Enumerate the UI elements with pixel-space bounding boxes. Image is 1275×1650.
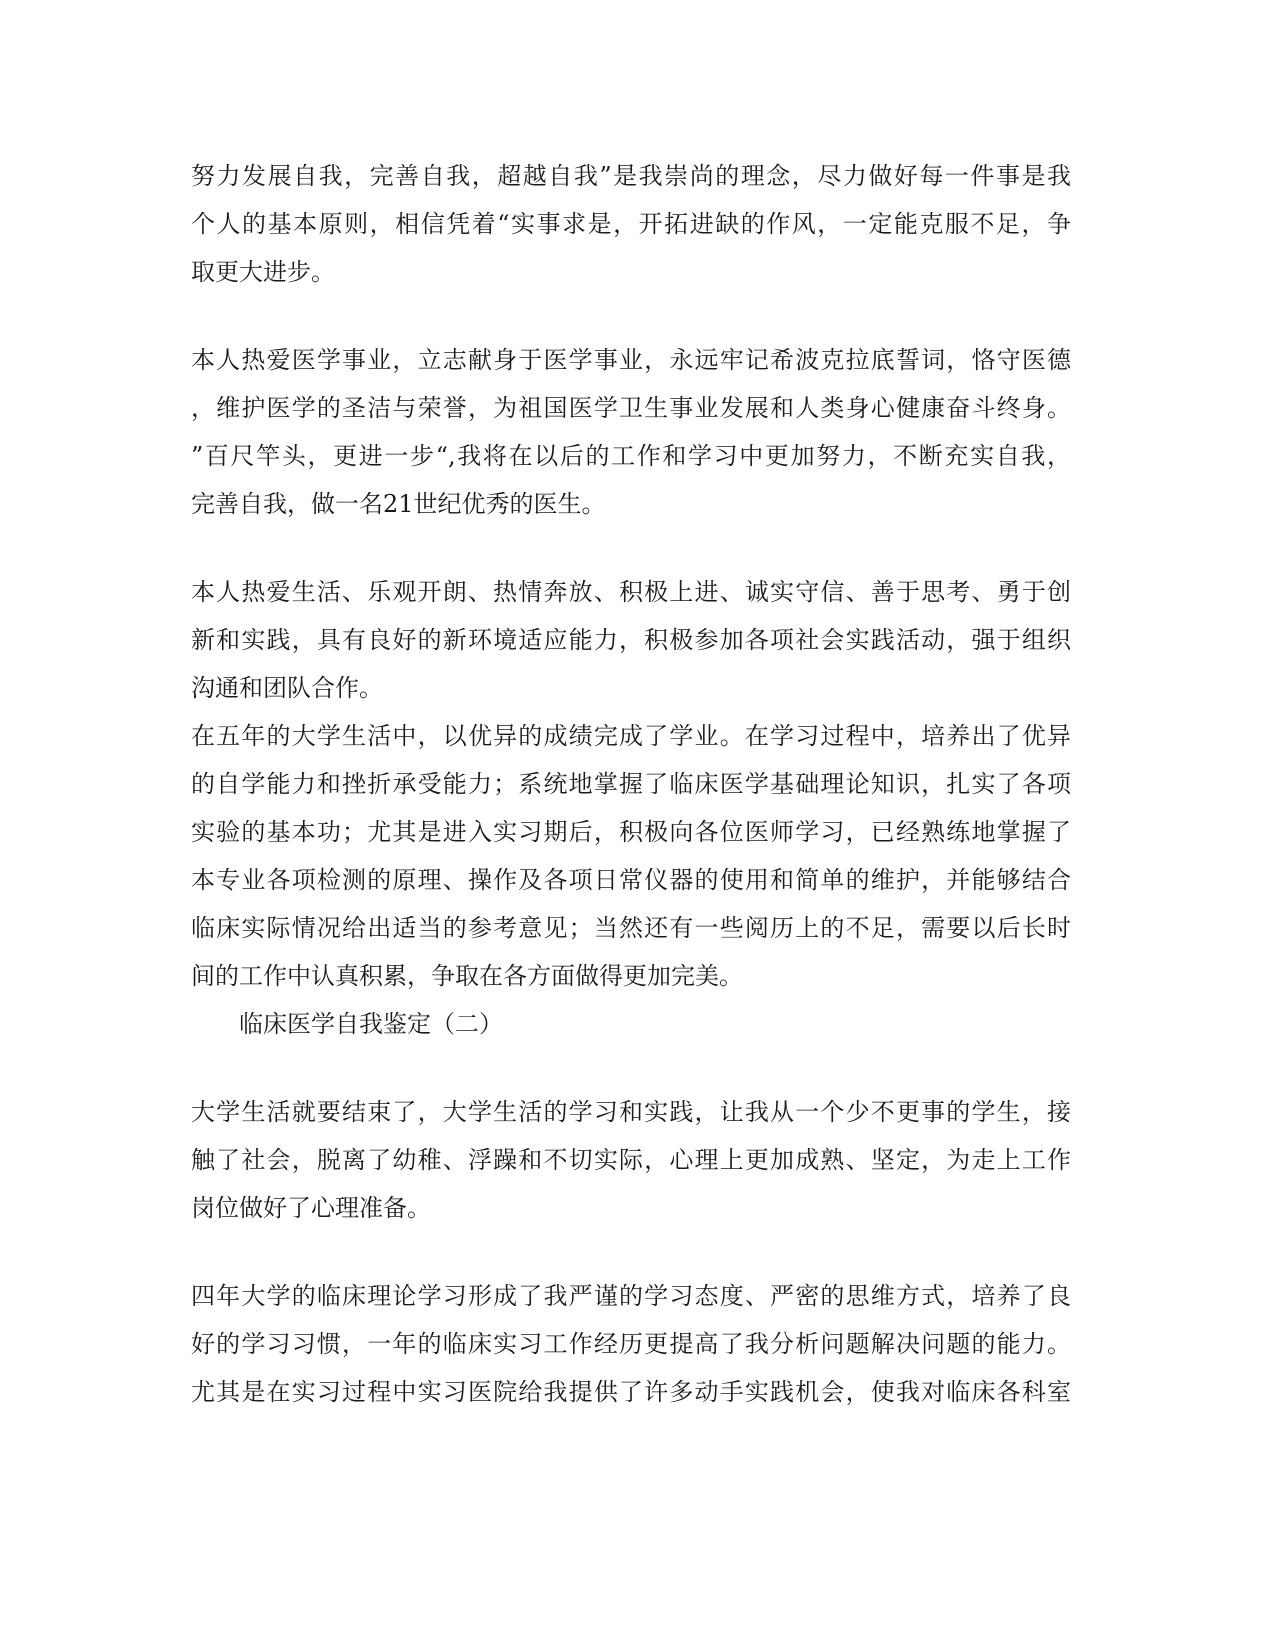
text-line: 大学生活就要结束了，大学生活的学习和实践，让我从一个少不更事的学生，接 [191, 1098, 1071, 1126]
text-line: 取更大进步。 [191, 258, 335, 286]
paragraph-1 [191, 152, 1071, 296]
text-line: 在五年的大学生活中，以优异的成绩完成了学业。在学习过程中，培养出了优异 [191, 722, 1071, 750]
text-line: 实验的基本功；尤其是进入实习期后，积极向各位医师学习，已经熟练地掌握了 [191, 818, 1071, 846]
section-heading: 临床医学自我鉴定（二） [239, 1010, 503, 1038]
text-line: 努力发展自我，完善自我，超越自我”是我崇尚的理念，尽力做好每一件事是我 [191, 162, 1071, 190]
text-line: 本人热爱生活、乐观开朗、热情奔放、积极上进、诚实守信、善于思考、勇于创 [191, 578, 1071, 606]
text-line: 个人的基本原则，相信凭着“实事求是，开拓进缺的作风，一定能克服不足，争 [191, 210, 1071, 238]
text-line: 本专业各项检测的原理、操作及各项日常仪器的使用和简单的维护，并能够结合 [191, 866, 1071, 894]
text-line: 四年大学的临床理论学习形成了我严谨的学习态度、严密的思维方式，培养了良 [191, 1282, 1071, 1310]
text-line: ，维护医学的圣洁与荣誉，为祖国医学卫生事业发展和人类身心健康奋斗终身。 [191, 394, 1071, 422]
paragraph-3 [191, 568, 1071, 712]
paragraph-6 [191, 1272, 1071, 1416]
text-line: 新和实践，具有良好的新环境适应能力，积极参加各项社会实践活动，强于组织 [191, 626, 1071, 654]
text-line: 好的学习习惯，一年的临床实习工作经历更提高了我分析问题解决问题的能力。 [191, 1330, 1071, 1358]
text-line: 本人热爱医学事业，立志献身于医学事业，永远牢记希波克拉底誓词，恪守医德 [191, 346, 1071, 374]
paragraph-5 [191, 1088, 1071, 1232]
text-line: 沟通和团队合作。 [191, 674, 383, 702]
text-line: 完善自我，做一名21世纪优秀的医生。 [191, 490, 606, 518]
text-line: 触了社会，脱离了幼稚、浮躁和不切实际，心理上更加成熟、坚定，为走上工作 [191, 1146, 1071, 1174]
text-line: 临床实际情况给出适当的参考意见；当然还有一些阅历上的不足，需要以后长时 [191, 914, 1071, 942]
text-line: 的自学能力和挫折承受能力；系统地掌握了临床医学基础理论知识，扎实了各项 [191, 770, 1071, 798]
section-heading-block [191, 1000, 1071, 1048]
text-line: 间的工作中认真积累，争取在各方面做得更加完美。 [191, 962, 743, 990]
paragraph-2 [191, 336, 1071, 528]
paragraph-4 [191, 712, 1071, 1000]
text-line: ”百尺竿头，更进一步“,我将在以后的工作和学习中更加努力，不断充实自我， [191, 442, 1071, 470]
text-line: 岗位做好了心理准备。 [191, 1194, 431, 1222]
text-line: 尤其是在实习过程中实习医院给我提供了许多动手实践机会，使我对临床各科室 [191, 1378, 1071, 1406]
